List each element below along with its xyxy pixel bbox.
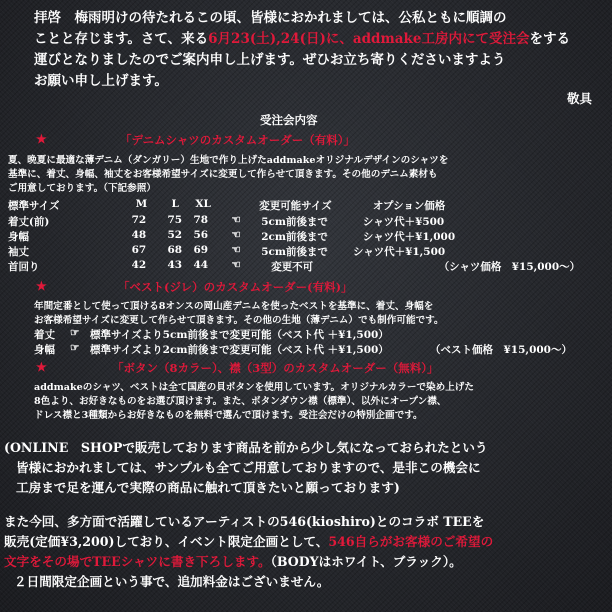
row-m: 72 [131,214,147,226]
row-xl: 69 [193,244,209,256]
intro-line-1: 拝啓 梅雨明けの待たれるこの頃、皆様におかれましては、公私ともに順調の [34,10,507,26]
vest-section-title: 「ベスト(ジレ）のカスタムオーダー(有料)」 [118,280,353,294]
intro-line-2 [34,27,570,47]
shirt-desc-1: 夏、晩夏に最適な薄デニム（ダンガリー）生地で作り上げたaddmakeオリジナルデザインのシャツを [8,155,449,166]
event-date-highlight: 6月23(土),24(日)に、addmake工房内にて受注会 [208,31,530,47]
header-size: 標準サイズ [8,200,60,212]
vest-desc-2: お客様希望サイズに変更して作らせて頂きます。その他の生地（薄デニム）でも制作可能です。 [34,315,444,326]
row-l: 68 [167,244,183,256]
collab-line-2-start: 販売(定価¥3,200)しており、イベント限定企画として、 [4,534,329,549]
header-range: 変更可能サイズ [259,200,332,212]
online-line-3: 工房まで足を運んで実際の商品に触れて頂きたいと願っております) [16,480,400,495]
online-line-1: (ONLINE SHOPで販売しております商品を前から少し気になっておられたという [4,440,488,455]
header-l: L [171,198,179,210]
button-section-title: 「ボタン（8カラー）、襟（3型）のカスタムオーダー（無料）」 [112,361,439,375]
vest-desc-1: 年間定番として使って頂ける8オンスの岡山産デニムを使ったベストを基準に、着丈、身幅を [34,301,434,312]
online-line-2: 皆様におかれましては、サンプルも全てご用意しておりますので、是非この機会に [16,460,481,475]
collab-line-2 [4,531,493,550]
row-m: 67 [131,244,147,256]
header-price: オプション価格 [372,200,446,212]
button-desc-1: addmakeのシャツ、ベストは全て国産の貝ボタンを使用しています。オリジナルカラーで染め上げた [34,382,474,393]
row-price: シャツ代＋¥1,500 [352,246,446,258]
shirt-section-title: 「デニムシャツのカスタムオーダー（有料）」 [120,133,356,147]
row-label: 首回り [8,261,40,273]
pointing-hand-icon: ☞ [70,342,80,354]
row-label: 身幅 [8,231,29,243]
header-m: M [135,198,148,210]
star-icon: ★ [36,360,47,374]
row-xl: 56 [193,229,209,241]
pointing-hand-icon: ☜ [231,259,241,271]
collab-line-4: ２日間限定企画という事で、追加料金はございません。 [14,574,330,589]
row-xl: 44 [193,259,209,271]
row-l: 75 [167,214,183,226]
pointing-hand-icon: ☜ [231,214,241,226]
row-price: シャツ代＋¥500 [362,216,445,228]
closing-keigu: 敬具 [566,91,592,106]
collab-highlight-1: 546自らがお客様のご希望の [328,534,494,549]
header-xl: XL [195,198,211,210]
star-icon: ★ [36,279,47,293]
collab-line-1: また今回、多方面で活躍しているアーティストの546(kioshiro)とのコラボ TEEを [4,514,485,529]
vest-row-label: 身幅 [34,344,55,356]
row-l: 43 [167,259,183,271]
pointing-hand-icon: ☜ [231,244,241,256]
button-desc-3: ドレス襟と3種類からお好きなものを無料で選んで頂けます。受注会だけの特別企画です。 [34,410,423,421]
row-range: 5cm前後まで [261,246,328,258]
row-range: 2cm前後まで [261,231,328,243]
table-row [8,259,606,273]
collab-line-3 [4,551,462,570]
row-price: シャツ代＋¥1,000 [362,231,456,243]
button-desc-2: 8色より、お好きなものをお選び頂けます。また、ボタンダウン襟（標準）、以外にオープン襟、 [34,396,447,407]
intro-line-2-end: をする [529,31,570,47]
collab-body-colors: （BODYはホワイト、ブラック）。 [270,554,462,569]
row-m: 42 [131,259,147,271]
star-icon: ★ [36,132,47,146]
shirt-desc-2: 基準に、着丈、身幅、袖丈をお客様希望サイズに変更して作らせて頂きます。その他のデニム素材も [8,169,438,180]
row-xl: 78 [193,214,209,226]
vest-option-row [34,342,604,356]
pointing-hand-icon: ☞ [70,327,80,339]
vest-row-label: 着丈 [34,329,55,341]
vest-row-text: 標準サイズより2cm前後まで変更可能（ベスト代 ＋¥1,500） [90,344,389,356]
row-range: 5cm前後まで [261,216,328,228]
vest-row-text: 標準サイズより5cm前後まで変更可能（ベスト代 ＋¥1,500） [90,329,389,341]
collab-highlight-2: 文字をその場でTEEシャツに書き下ろします。 [4,554,271,569]
table-row [8,244,606,258]
row-label: 着丈(前) [8,216,50,228]
table-row [8,214,606,228]
size-table-header [8,198,606,212]
intro-line-4: お願い申し上げます。 [34,73,168,89]
row-m: 48 [131,229,147,241]
row-label: 袖丈 [8,246,29,258]
shirt-desc-3: ご用意しております。（下記参照） [8,183,156,194]
vest-option-row [34,327,604,341]
row-range: 変更不可 [271,261,314,273]
pointing-hand-icon: ☜ [231,229,241,241]
intro-line-3: 運びとなりましたのでご案内申し上げます。ぜひお立ち寄りくださいますよう [34,52,506,68]
shirt-base-price: （シャツ価格 ¥15,000～） [438,261,581,273]
section-title: 受注会内容 [260,113,318,127]
row-l: 52 [167,229,183,241]
table-row [8,229,606,243]
vest-base-price: （ベスト価格 ¥15,000～） [430,344,572,356]
intro-line-2-start: ことと存じます。さて、来る [34,31,209,47]
